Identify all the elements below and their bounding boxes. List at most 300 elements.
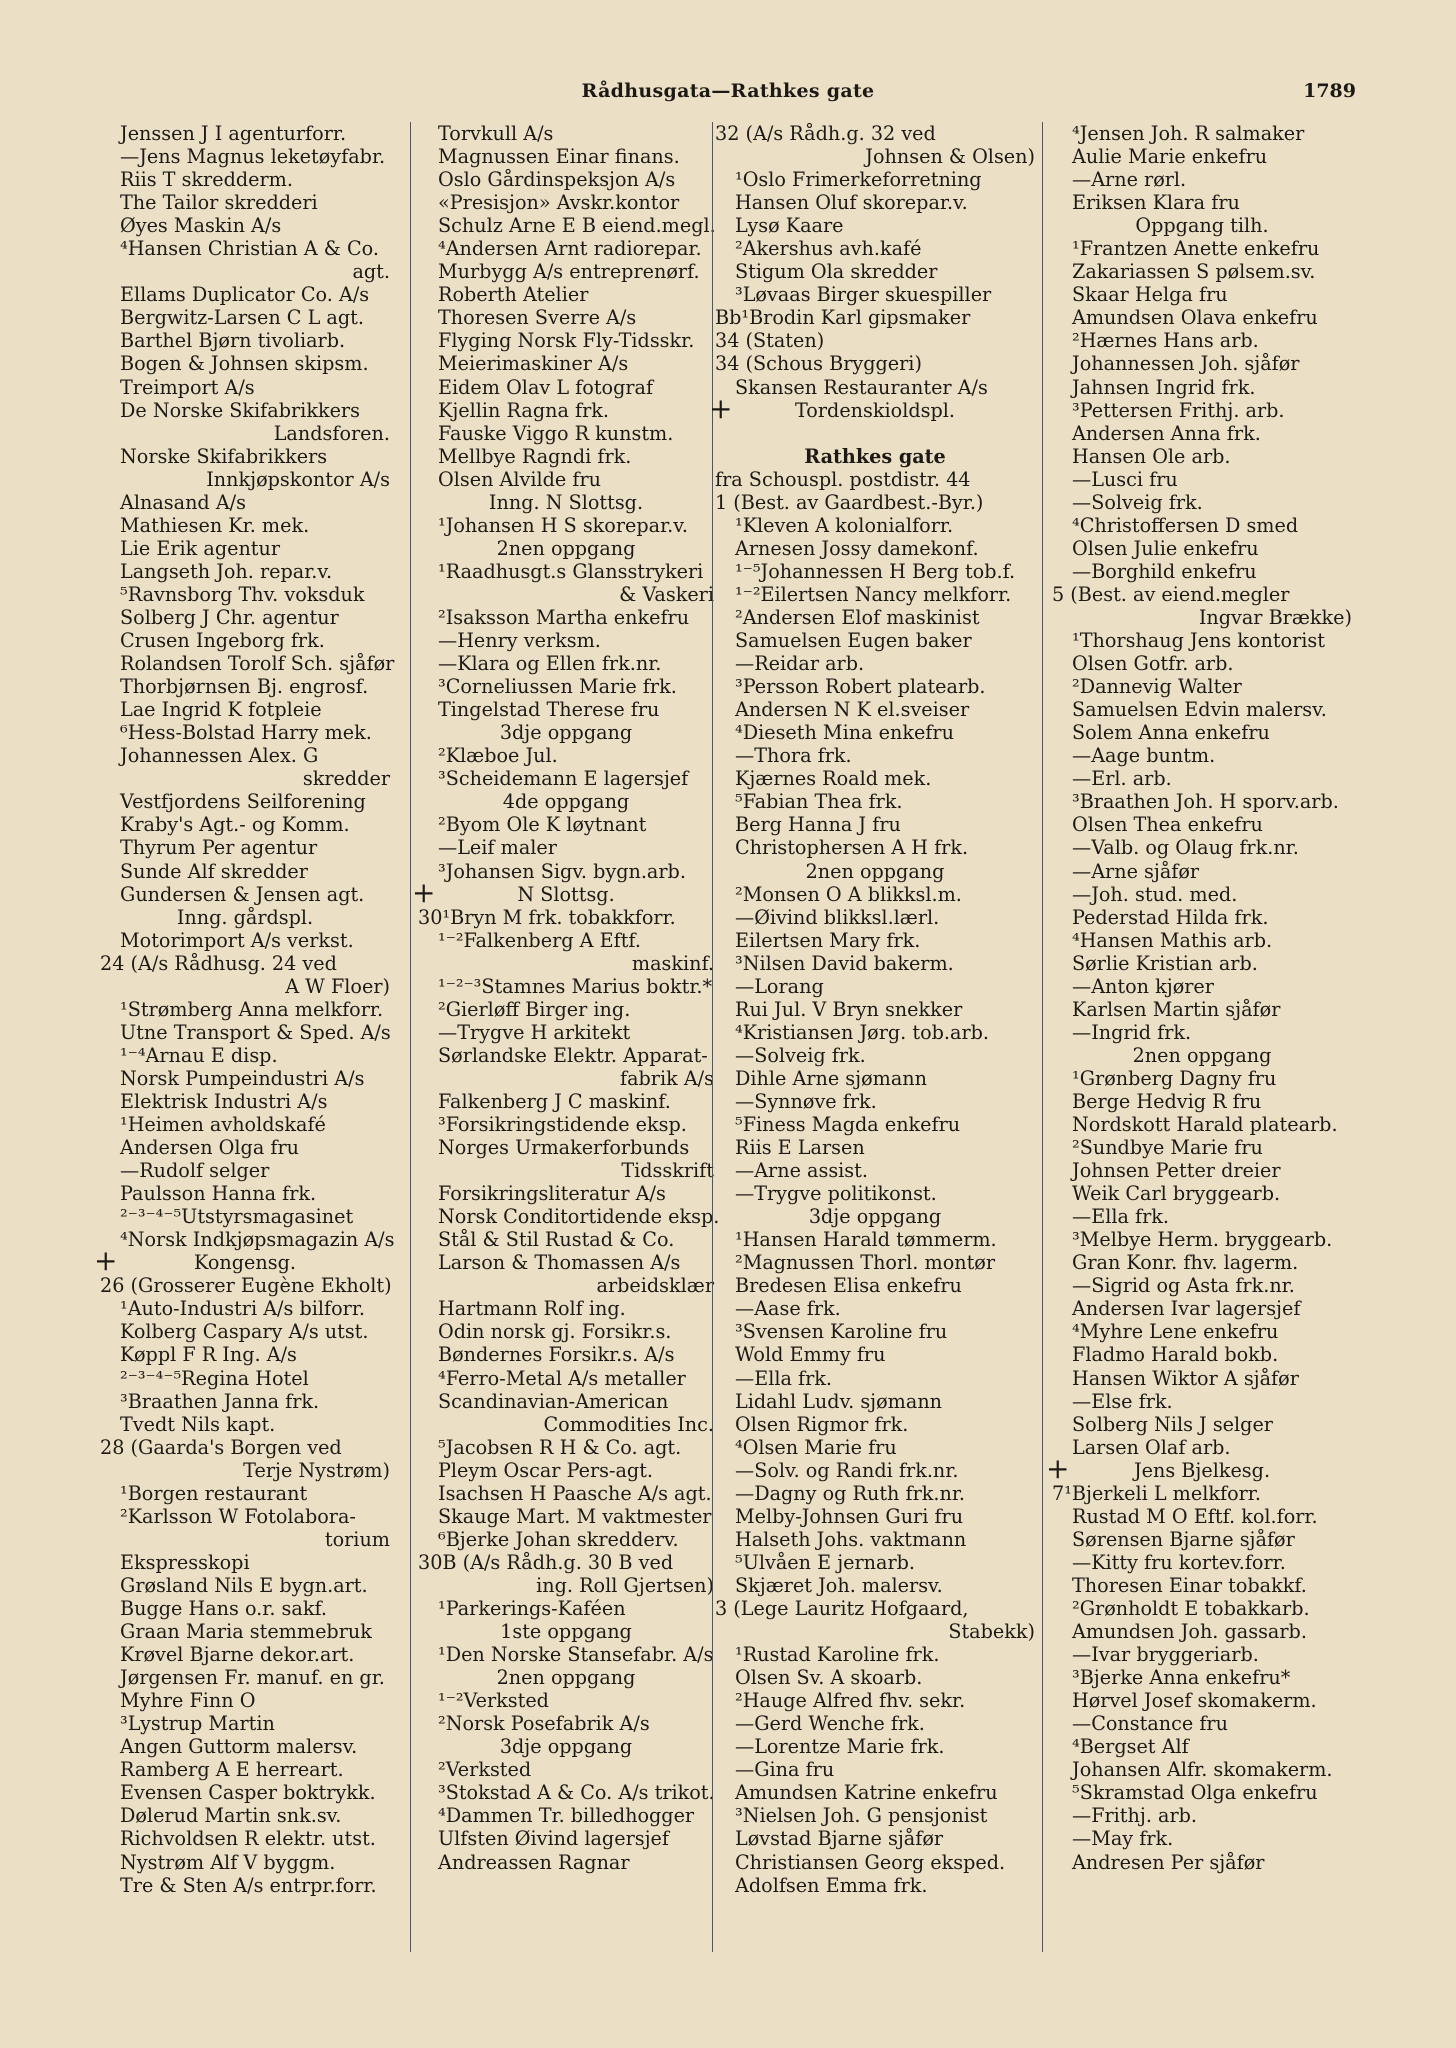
directory-entry — [418, 813, 714, 836]
entry-text: Kolberg Caspary A/s utst. — [120, 1320, 369, 1344]
directory-entry — [1052, 1113, 1352, 1136]
entry-text: Paulsson Hanna frk. — [120, 1182, 317, 1206]
entry-text: Roberth Atelier — [438, 283, 589, 307]
directory-entry — [100, 1689, 390, 1712]
entry-text: 3dje oppgang — [808, 1205, 942, 1229]
entry-text: ¹Johansen H S skorepar.v. — [438, 513, 688, 537]
entry-text: Langseth Joh. repar.v. — [120, 559, 333, 583]
directory-entry — [715, 883, 1035, 906]
directory-entry — [100, 1459, 390, 1482]
directory-entry — [418, 1367, 714, 1390]
page-header — [0, 80, 1456, 112]
directory-entry — [1052, 1735, 1352, 1758]
directory-entry — [1052, 1482, 1352, 1505]
directory-entry — [715, 975, 1035, 998]
entry-text: Lae Ingrid K fotpleie — [120, 698, 322, 722]
entry-text: ⁴Ferro-Metal A/s metaller — [438, 1366, 686, 1390]
directory-entry — [715, 836, 1035, 859]
entry-text: Olsen Rigmor frk. — [735, 1412, 909, 1436]
entry-text: ⁴Olsen Marie fru — [735, 1435, 897, 1459]
directory-entry — [100, 122, 390, 145]
entry-text: Jahnsen Ingrid frk. — [1072, 375, 1256, 399]
directory-entry — [412, 875, 714, 909]
entry-text: Andersen Anna frk. — [1072, 421, 1261, 445]
entry-text: Ramberg A E herreart. — [120, 1758, 344, 1782]
entry-text: Solberg J Chr. agentur — [120, 605, 339, 629]
directory-entry — [418, 260, 714, 283]
directory-column-4 — [1046, 122, 1352, 1874]
directory-entry — [715, 906, 1035, 929]
directory-entry — [715, 1159, 1035, 1182]
directory-entry — [100, 1228, 395, 1252]
entry-text: Ingvar Brække) — [1198, 605, 1352, 629]
directory-entry — [100, 399, 390, 422]
entry-text: Alnasand A/s — [120, 490, 246, 514]
directory-entry — [1052, 445, 1352, 468]
entry-text: Halseth Johs. vaktmann — [735, 1527, 967, 1551]
entry-text: Bergwitz-Larsen C L agt. — [120, 306, 364, 330]
directory-entry — [418, 168, 714, 191]
entry-text: Larsen Olaf arb. — [1072, 1435, 1231, 1459]
directory-entry — [715, 1574, 1035, 1597]
entry-text: —Lorentze Marie frk. — [735, 1735, 945, 1759]
directory-entry — [715, 1735, 1035, 1758]
directory-entry — [418, 422, 714, 445]
entry-text: Vestfjordens Seilforening — [120, 790, 366, 814]
entry-text: Commodities Inc. — [543, 1412, 714, 1436]
directory-entry — [418, 237, 714, 260]
directory-entry — [100, 813, 390, 836]
directory-entry — [715, 1643, 1035, 1666]
directory-entry — [715, 352, 1035, 375]
directory-entry — [1052, 1689, 1352, 1712]
directory-entry — [715, 329, 1035, 352]
entry-text: 5 (Best. av eiend.megler — [1052, 582, 1290, 606]
entry-text: —Arne rørl. — [1072, 168, 1187, 192]
directory-entry — [1052, 1666, 1352, 1689]
entry-text: —Henry verksm. — [438, 629, 601, 653]
entry-text: ²⁻³⁻⁴⁻⁵Regina Hotel — [120, 1366, 309, 1390]
entry-text: ²Hauge Alfred fhv. sekr. — [735, 1689, 966, 1713]
entry-text: ³Scheidemann E lagersjef — [438, 767, 689, 791]
entry-text: ³Nielsen Joh. G pensjonist — [735, 1804, 988, 1828]
entry-text: Norske Skifabrikkers — [120, 444, 328, 468]
entry-text: ²Monsen O A blikksl.m. — [735, 882, 962, 906]
directory-entry — [715, 1689, 1035, 1712]
directory-entry — [1052, 1182, 1352, 1205]
directory-entry — [1052, 1643, 1352, 1666]
cross-street-marker-icon: + — [94, 1244, 118, 1278]
entry-text: Hartmann Rolf ing. — [438, 1297, 626, 1321]
entry-text: —Erl. arb. — [1072, 767, 1172, 791]
directory-column-3 — [709, 122, 1035, 1897]
directory-entry — [1052, 1804, 1352, 1827]
entry-text: ¹⁻²⁻³Stamnes Marius boktr.* — [438, 974, 713, 998]
entry-text: Olsen Thea enkefru — [1072, 813, 1263, 837]
entry-text: Norges Urmakerforbunds — [438, 1136, 690, 1160]
entry-text: Øyes Maskin A/s — [120, 214, 282, 238]
entry-text: ¹⁻²Verksted — [438, 1689, 549, 1713]
entry-text: ¹Kleven A kolonialforr. — [735, 513, 954, 537]
entry-text: Innkjøpskontor A/s — [206, 467, 390, 491]
directory-entry — [100, 1528, 390, 1551]
entry-text: & Vaskeri — [619, 582, 714, 606]
entry-text: ³Braathen Joh. H sporv.arb. — [1072, 790, 1339, 814]
directory-entry — [715, 1758, 1035, 1781]
directory-entry — [715, 1228, 1035, 1251]
directory-entry — [100, 422, 390, 445]
entry-text: Andresen Per sjåfør — [1072, 1850, 1265, 1874]
directory-entry — [418, 1436, 714, 1459]
entry-text: Eriksen Klara fru — [1072, 191, 1240, 215]
directory-entry — [1052, 1159, 1352, 1182]
entry-text: Inng. N Slottsg. — [488, 490, 644, 514]
entry-text: —Solveig frk. — [1072, 490, 1203, 514]
directory-entry — [1052, 1413, 1352, 1436]
directory-entry — [418, 1021, 714, 1044]
entry-text: Crusen Ingeborg frk. — [120, 629, 325, 653]
entry-text: ³Stokstad A & Co. A/s trikot. — [438, 1781, 715, 1805]
directory-entry — [100, 1436, 390, 1459]
directory-entry — [1052, 260, 1352, 283]
directory-entry — [100, 329, 390, 352]
directory-column-1 — [94, 122, 395, 1897]
directory-entry — [715, 237, 1035, 260]
entry-text: Utne Transport & Sped. A/s — [120, 1020, 391, 1044]
entry-text: Bogen & Johnsen skipsm. — [120, 352, 369, 376]
entry-text: Berge Hedvig R fru — [1072, 1089, 1262, 1113]
directory-entry — [715, 1413, 1035, 1436]
directory-entry — [1046, 1451, 1352, 1485]
directory-entry — [418, 790, 714, 813]
directory-entry — [1052, 1505, 1352, 1528]
directory-entry — [1052, 813, 1352, 836]
directory-entry — [1052, 1758, 1352, 1781]
entry-text: 4de oppgang — [502, 790, 630, 814]
entry-text: —Ella frk. — [1072, 1205, 1170, 1229]
directory-entry — [418, 1597, 714, 1620]
directory-entry — [715, 1459, 1035, 1482]
entry-text: Lidahl Ludv. sjømann — [735, 1389, 943, 1413]
directory-entry — [1052, 1712, 1352, 1735]
entry-text: Ulfsten Øivind lagersjef — [438, 1827, 669, 1851]
directory-entry — [715, 191, 1035, 214]
entry-text: —May frk. — [1072, 1827, 1174, 1851]
directory-entry — [1052, 168, 1352, 191]
entry-text: ³Nilsen David bakerm. — [735, 951, 954, 975]
directory-entry — [418, 929, 714, 952]
entry-text: Thyrum Per agentur — [120, 836, 318, 860]
directory-entry — [418, 744, 714, 767]
entry-text: Falkenberg J C maskinf. — [438, 1089, 671, 1113]
entry-text: Graan Maria stemmebruk — [120, 1620, 372, 1644]
directory-entry — [1052, 1228, 1352, 1251]
directory-entry — [418, 1067, 714, 1090]
directory-entry — [715, 767, 1035, 790]
entry-text: ¹Frantzen Anette enkefru — [1072, 237, 1320, 261]
entry-text: 2nen oppgang — [496, 1666, 636, 1690]
entry-text: —Synnøve frk. — [735, 1089, 877, 1113]
entry-text: Andersen Ivar lagersjef — [1072, 1297, 1301, 1321]
directory-entry — [1052, 491, 1352, 514]
entry-text: Eilertsen Mary frk. — [735, 928, 921, 952]
directory-entry — [1052, 998, 1352, 1021]
entry-text: Rolandsen Torolf Sch. sjåfør — [120, 652, 395, 676]
directory-entry — [418, 560, 714, 583]
entry-text: ¹Raadhusgt.s Glansstrykeri — [438, 559, 704, 583]
entry-text: Andersen N K el.sveiser — [735, 698, 970, 722]
directory-entry — [418, 721, 714, 744]
directory-entry — [715, 1528, 1035, 1551]
entry-text: Myhre Finn O — [120, 1689, 256, 1713]
directory-entry — [100, 1712, 390, 1735]
directory-entry — [1052, 583, 1352, 606]
directory-entry — [418, 1159, 714, 1182]
directory-entry — [100, 998, 390, 1021]
entry-text: Sunde Alf skredder — [120, 859, 308, 883]
entry-text: Meierimaskiner A/s — [438, 352, 629, 376]
entry-text: —Gerd Wenche frk. — [735, 1712, 925, 1736]
directory-entry — [418, 1528, 714, 1551]
entry-text: Torvkull A/s — [438, 122, 554, 145]
entry-text: Christiansen Georg eksped. — [735, 1850, 1006, 1874]
entry-text: Rustad M O Eftf. kol.forr. — [1072, 1504, 1318, 1528]
directory-entry — [100, 468, 390, 491]
entry-text: 34 (Staten) — [715, 329, 825, 353]
directory-entry — [715, 1874, 1035, 1897]
directory-entry — [100, 675, 390, 698]
entry-text: maskinf. — [631, 951, 714, 975]
directory-entry — [715, 1505, 1035, 1528]
directory-entry — [100, 929, 390, 952]
directory-entry — [715, 606, 1035, 629]
directory-entry — [715, 1597, 1035, 1620]
entry-text: ²Magnussen Thorl. montør — [735, 1251, 996, 1275]
directory-entry — [100, 767, 390, 790]
entry-text: Pleym Oscar Pers-agt. — [438, 1458, 654, 1482]
entry-text: —Ella frk. — [735, 1366, 833, 1390]
entry-text: ¹Oslo Frimerkeforretning — [735, 168, 982, 192]
directory-entry — [418, 860, 714, 883]
entry-text: —Trygve H arkitekt — [438, 1020, 631, 1044]
entry-text: ²Akershus avh.kafé — [735, 237, 922, 261]
directory-entry — [1052, 1044, 1352, 1067]
entry-text: Pederstad Hilda frk. — [1072, 905, 1269, 929]
directory-entry — [418, 1182, 714, 1205]
directory-entry — [1052, 975, 1352, 998]
entry-text: ⁴Kristiansen Jørg. tob.arb. — [735, 1020, 990, 1044]
directory-entry — [715, 721, 1035, 744]
directory-entry — [100, 1343, 390, 1366]
directory-entry — [418, 906, 714, 929]
directory-entry — [418, 975, 714, 998]
column-divider — [1042, 122, 1043, 1952]
entry-text: Sørensen Bjarne sjåfør — [1072, 1527, 1295, 1551]
directory-entry — [1052, 698, 1352, 721]
entry-text: —Valb. og Olaug frk.nr. — [1072, 836, 1299, 860]
directory-entry — [418, 306, 714, 329]
directory-entry — [100, 790, 390, 813]
entry-text: ³Melbye Herm. bryggearb. — [1072, 1228, 1333, 1252]
entry-text: ²⁻³⁻⁴⁻⁵Utstyrsmagasinet — [120, 1205, 354, 1229]
directory-entry — [100, 1482, 390, 1505]
entry-text: ¹Auto-Industri A/s bilforr. — [120, 1297, 366, 1321]
entry-text: «Presisjon» Avskr.kontor — [438, 191, 680, 215]
entry-text: Treimport A/s — [120, 375, 255, 399]
entry-text: Thorbjørnsen Bj. engrosf. — [120, 675, 369, 699]
entry-text: Skjæret Joh. malersv. — [735, 1573, 943, 1597]
directory-entry — [100, 445, 390, 468]
directory-entry — [1052, 860, 1352, 883]
directory-entry — [100, 952, 390, 975]
entry-text: ⁶Bjerke Johan skredderv. — [438, 1527, 679, 1551]
directory-entry — [100, 1067, 390, 1090]
directory-entry — [100, 721, 390, 744]
entry-text: torium — [324, 1527, 390, 1551]
directory-entry — [715, 1320, 1035, 1343]
directory-entry — [715, 1205, 1035, 1228]
directory-entry — [715, 1851, 1035, 1874]
directory-entry — [100, 744, 390, 767]
directory-entry — [418, 1228, 714, 1251]
directory-entry — [418, 145, 714, 168]
entry-text: agt. — [352, 260, 390, 284]
directory-entry — [715, 260, 1035, 283]
directory-entry — [418, 1689, 714, 1712]
entry-text: Evensen Casper boktrykk. — [120, 1781, 376, 1805]
entry-text: Larson & Thomassen A/s — [438, 1251, 681, 1275]
entry-text: Elektrisk Industri A/s — [120, 1089, 328, 1113]
directory-entry — [1052, 952, 1352, 975]
entry-text: Norsk Conditortidende eksp. — [438, 1205, 720, 1229]
entry-text: Angen Guttorm malersv. — [120, 1735, 358, 1759]
entry-text: Murbygg A/s entreprenørf. — [438, 260, 700, 284]
entry-text: ⁶Hess-Bolstad Harry mek. — [120, 721, 372, 745]
entry-text: —Aage buntm. — [1072, 744, 1216, 768]
directory-entry — [715, 168, 1035, 191]
entry-text: Johannessen Alex. G — [120, 744, 319, 768]
entry-text: Magnussen Einar finans. — [438, 145, 680, 169]
entry-text: —Reidar arb. — [735, 652, 865, 676]
entry-text: Thoresen Einar tobakkf. — [1072, 1573, 1307, 1597]
directory-entry — [715, 1390, 1035, 1413]
entry-text: Ellams Duplicator Co. A/s — [120, 283, 370, 307]
directory-entry — [418, 1320, 714, 1343]
directory-entry — [715, 744, 1035, 767]
entry-text: Riis T skredderm. — [120, 168, 293, 192]
directory-entry — [100, 1044, 390, 1067]
entry-text: 30B (A/s Rådh.g. 30 B ved — [418, 1550, 674, 1574]
entry-text: —Solveig frk. — [735, 1043, 866, 1067]
entry-text: 2nen oppgang — [805, 859, 945, 883]
directory-entry — [715, 652, 1035, 675]
entry-text: Tvedt Nils kapt. — [120, 1412, 276, 1436]
directory-entry — [715, 422, 1035, 445]
directory-entry — [715, 1251, 1035, 1274]
entry-text: Terje Nystrøm) — [243, 1458, 390, 1482]
directory-entry — [100, 1136, 390, 1159]
entry-text: Adolfsen Emma frk. — [735, 1873, 928, 1897]
entry-text: ²Hærnes Hans arb. — [1072, 329, 1259, 353]
directory-entry — [418, 675, 714, 698]
directory-entry — [1052, 1781, 1352, 1804]
directory-entry — [418, 1413, 714, 1436]
directory-entry — [1052, 1574, 1352, 1597]
directory-entry — [418, 1620, 714, 1643]
directory-entry — [715, 306, 1035, 329]
directory-entry — [418, 1482, 714, 1505]
directory-entry — [1052, 537, 1352, 560]
directory-entry — [1052, 744, 1352, 767]
directory-entry — [418, 606, 714, 629]
directory-entry — [418, 1459, 714, 1482]
entry-text: ⁴Andersen Arnt radiorepar. — [438, 237, 702, 261]
entry-text: Tidsskrift — [621, 1159, 714, 1183]
entry-text: Hansen Wiktor A sjåfør — [1072, 1366, 1299, 1390]
directory-entry — [100, 1390, 390, 1413]
directory-entry — [100, 1551, 390, 1574]
directory-entry — [715, 1804, 1035, 1827]
entry-text: ³Corneliussen Marie frk. — [438, 675, 677, 699]
entry-text: ³Forsikringstidende eksp. — [438, 1113, 687, 1137]
directory-entry — [1052, 629, 1352, 652]
entry-text: Løvstad Bjarne sjåfør — [735, 1827, 944, 1851]
entry-text: Lysø Kaare — [735, 214, 844, 238]
directory-entry — [100, 629, 390, 652]
cross-street-marker-icon: + — [412, 875, 436, 909]
directory-entry — [418, 122, 714, 145]
directory-entry — [100, 652, 395, 676]
directory-entry — [1052, 1320, 1352, 1343]
directory-entry — [100, 214, 390, 237]
directory-entry — [715, 1436, 1035, 1459]
entry-text: Kongensg. — [194, 1251, 296, 1275]
entry-text: Samuelsen Eugen baker — [735, 629, 972, 653]
directory-entry — [418, 1712, 714, 1735]
entry-text: 3dje oppgang — [499, 721, 633, 745]
entry-text: 1 (Best. av Gaardbest.-Byr.) — [715, 490, 984, 514]
entry-text: —Øivind blikksl.lærl. — [735, 905, 940, 929]
directory-entry — [418, 399, 714, 422]
entry-text: ¹Heimen avholdskafé — [120, 1113, 326, 1137]
directory-entry — [100, 537, 390, 560]
directory-entry — [715, 929, 1035, 952]
directory-entry — [100, 283, 390, 306]
directory-entry — [1052, 721, 1352, 744]
entry-text: Dølerud Martin snk.sv. — [120, 1804, 342, 1828]
entry-text: Jens Bjelkesg. — [1133, 1458, 1271, 1482]
entry-text: Stabekk) — [948, 1620, 1035, 1644]
entry-text: —Constance fru — [1072, 1712, 1228, 1736]
entry-text: Stigum Ola skredder — [735, 260, 938, 284]
directory-entry — [715, 675, 1035, 698]
entry-text: Amundsen Katrine enkefru — [735, 1781, 998, 1805]
entry-text: Solberg Nils J selger — [1072, 1412, 1273, 1436]
entry-text: ⁵Fabian Thea frk. — [735, 790, 903, 814]
directory-entry — [100, 1413, 390, 1436]
directory-entry — [715, 1712, 1035, 1735]
directory-entry — [100, 860, 390, 883]
directory-entry — [715, 583, 1035, 606]
entry-text: N Slottsg. — [517, 882, 615, 906]
directory-entry — [100, 1505, 390, 1528]
directory-entry — [418, 537, 714, 560]
entry-text: arbeidsklær — [596, 1274, 714, 1298]
directory-entry — [1052, 1205, 1352, 1228]
directory-entry — [100, 1643, 390, 1666]
directory-entry — [1052, 1343, 1352, 1366]
directory-entry — [715, 998, 1035, 1021]
